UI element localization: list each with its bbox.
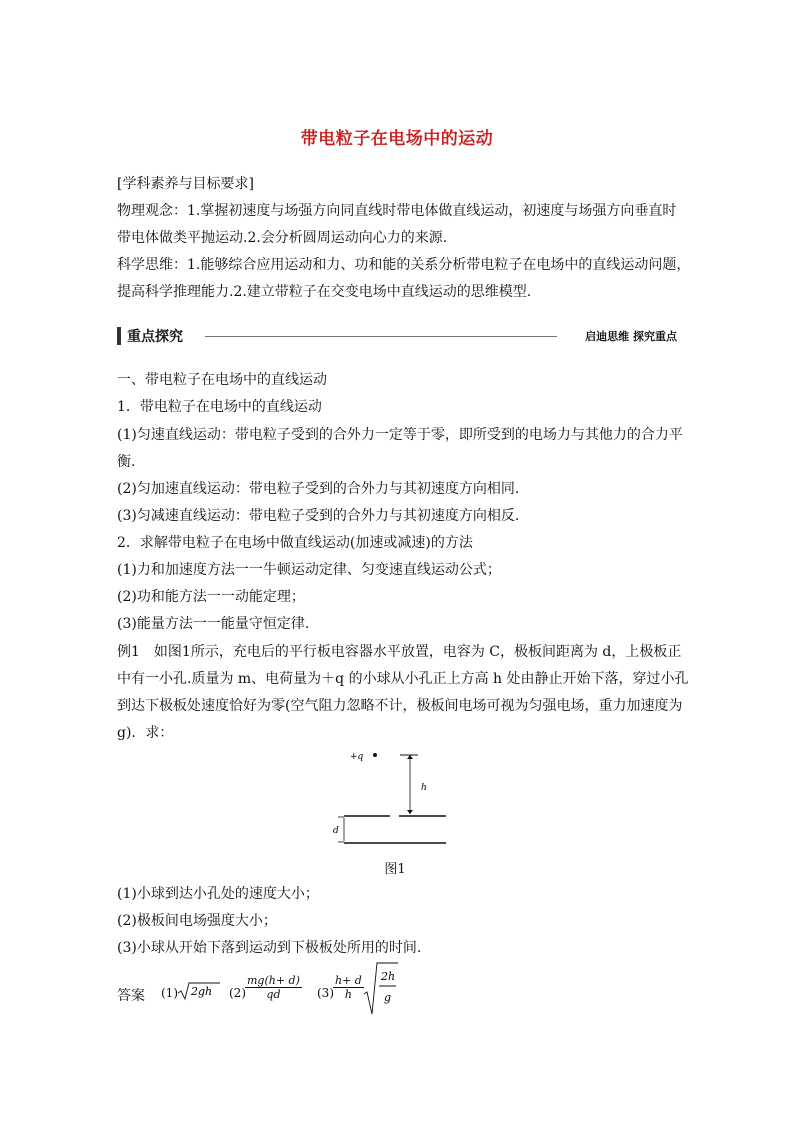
question-2: (2)极板间电场强度大小； bbox=[117, 913, 277, 929]
section-marker bbox=[117, 327, 121, 345]
answer-2-fraction bbox=[245, 974, 302, 1001]
section-divider bbox=[205, 336, 557, 337]
charge-label: +q bbox=[350, 752, 364, 762]
question-1: (1)小球到达小孔处的速度大小； bbox=[117, 886, 319, 902]
paragraph-1b: 衡. bbox=[117, 454, 136, 470]
paragraph-2: (2)匀加速直线运动：带电粒子受到的合外力与其初速度方向相同. bbox=[117, 481, 520, 497]
requirements-line-4: 提高科学推理能力.2.建立带粒子在交变电场中直线运动的思维模型. bbox=[117, 284, 532, 300]
answer-2-denominator: qd bbox=[266, 988, 281, 1001]
section-title: 重点探究 bbox=[127, 329, 183, 345]
answer-3-denominator: h bbox=[344, 988, 352, 1001]
page-title: 带电粒子在电场中的运动 bbox=[300, 129, 494, 149]
example-line-3: 到达下极板处速度恰好为零(空气阻力忽略不计，极板间电场可视为匀强电场，重力加速度为 bbox=[117, 698, 683, 714]
answer-label: 答案 bbox=[117, 988, 145, 1004]
sqrt-icon bbox=[177, 980, 221, 1002]
answer-3-fraction bbox=[333, 974, 364, 1001]
height-label: h bbox=[421, 783, 427, 793]
answer-3-numerator: h+ d bbox=[335, 974, 362, 987]
example-line-1: 例1 如图1所示，充电后的平行板电容器水平放置，电容为 C，极板间距离为 d，上极板正 bbox=[117, 644, 682, 660]
section-subtitle: 启迪思维 探究重点 bbox=[585, 330, 677, 343]
answer-3-prefix: (3) bbox=[317, 986, 334, 1000]
figure-caption: 图1 bbox=[384, 862, 406, 877]
answer-2-numerator: mg(h+ d) bbox=[247, 974, 300, 987]
paragraph-3: (3)匀减速直线运动：带电粒子受到的合外力与其初速度方向相反. bbox=[117, 508, 520, 524]
height-arrow-down bbox=[407, 810, 413, 814]
method-3: (3)能量方法一一能量守恒定律. bbox=[117, 616, 310, 632]
answer-2-prefix: (2) bbox=[229, 986, 246, 1000]
charged-ball bbox=[373, 753, 377, 757]
answer-1-value: 2gh bbox=[191, 985, 213, 998]
requirements-line-2: 带电体做类平抛运动.2.会分析圆周运动向心力的来源. bbox=[117, 230, 448, 246]
distance-label: d bbox=[333, 826, 339, 836]
method-1: (1)力和加速度方法一一牛顿运动定律、匀变速直线运动公式； bbox=[117, 562, 501, 578]
question-3: (3)小球从开始下落到运动到下极板处所用的时间. bbox=[117, 940, 422, 956]
figure-capacitor-diagram bbox=[330, 742, 450, 852]
example-line-2: 中有一小孔.质量为 m、电荷量为＋q 的小球从小孔正上方高 h 处由静止开始下落，穿过小孔 bbox=[117, 671, 689, 687]
answer-block bbox=[117, 958, 517, 1018]
heading-1: 一、带电粒子在电场中的直线运动 bbox=[117, 372, 327, 388]
capacitor-diagram bbox=[330, 742, 450, 852]
answer-3-sqrt-numerator: 2h bbox=[381, 970, 396, 983]
section-header bbox=[117, 326, 677, 346]
height-arrow-up bbox=[407, 755, 413, 759]
answer-1-prefix: (1) bbox=[161, 986, 178, 1000]
heading-1-1: 1．带电粒子在电场中的直线运动 bbox=[117, 399, 322, 415]
sqrt-fraction-icon bbox=[363, 960, 399, 1016]
requirements-header: [学科素养与目标要求] bbox=[117, 176, 254, 192]
answer-3-sqrt-denominator: g bbox=[384, 991, 392, 1004]
heading-1-2: 2．求解带电粒子在电场中做直线运动(加速或减速)的方法 bbox=[117, 535, 473, 551]
requirements-line-3: 科学思维：1.能够综合应用运动和力、功和能的关系分析带电粒子在电场中的直线运动问题， bbox=[117, 257, 691, 273]
paragraph-1a: (1)匀速直线运动：带电粒子受到的合外力一定等于零，即所受到的电场力与其他力的合力平 bbox=[117, 427, 683, 443]
example-line-4: g)．求： bbox=[117, 725, 174, 741]
requirements-line-1: 物理观念：1.掌握初速度与场强方向同直线时带电体做直线运动，初速度与场强方向垂直时 bbox=[117, 203, 677, 219]
method-2: (2)功和能方法一一动能定理； bbox=[117, 589, 305, 605]
